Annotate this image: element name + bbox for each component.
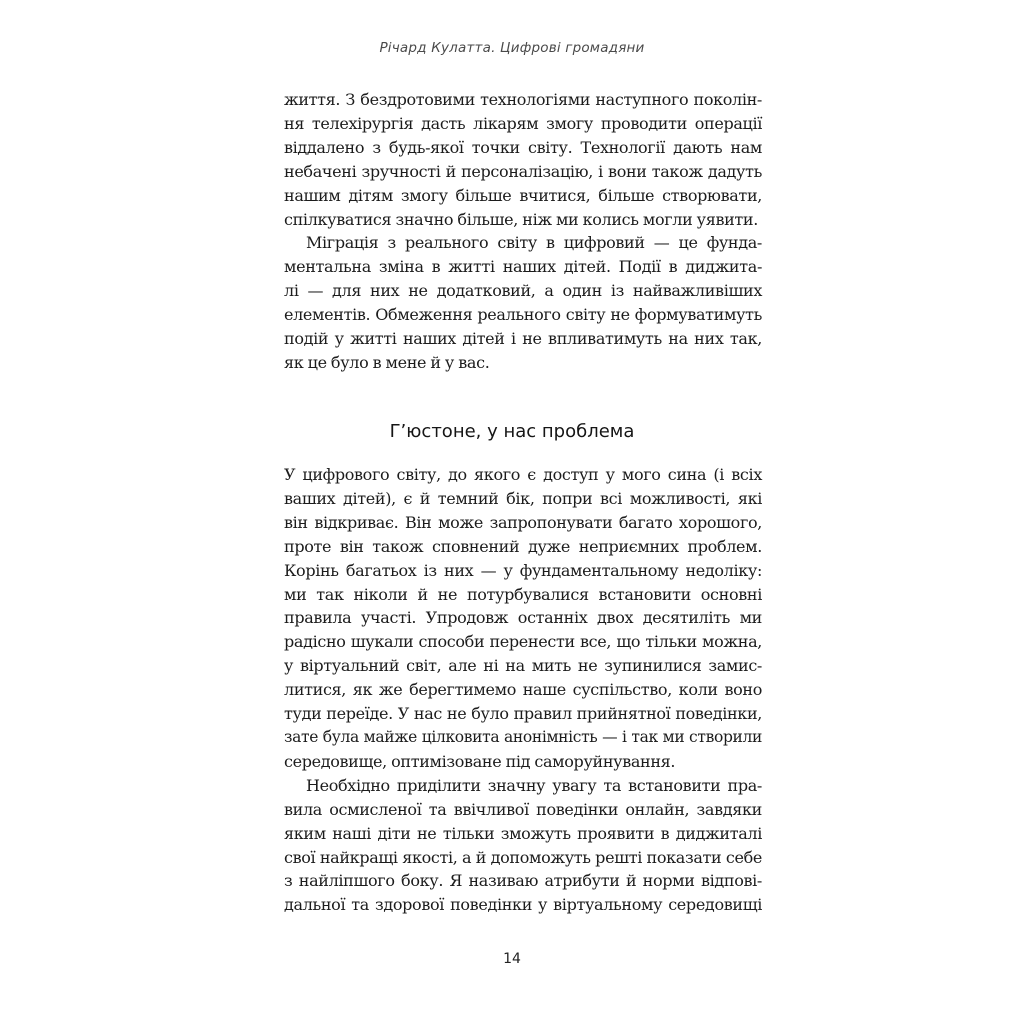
- text-line: литися, як же берегтимемо наше суспільство, коли воно: [284, 680, 762, 700]
- text-line: правила участі. Упродовж останніх двох десятиліть ми: [284, 608, 762, 628]
- text-line: дальної та здорової поведінки у віртуальному середовищі: [284, 895, 762, 915]
- text-line: радісно шукали способи перенести все, що тільки можна,: [284, 632, 762, 652]
- text-line: зате була майже цілковита анонімність — і так ми створили: [284, 727, 762, 746]
- text-line: свої найкращі якості, а й допоможуть решті показати себе: [284, 847, 762, 867]
- body-text-block-one: [284, 88, 762, 375]
- text-line: ментальна зміна в житті наших дітей. Події в диджита-: [284, 257, 762, 277]
- text-line: Міграція з реального світу в цифровий — це фунда-: [306, 233, 762, 253]
- text-line: елементів. Обмеження реального світу не формуватимуть: [284, 305, 762, 325]
- text-line: туди переїде. У нас не було правил прийнятної поведінки,: [284, 704, 762, 724]
- text-line: у віртуальний світ, але ні на мить не зупинилися замис-: [284, 656, 762, 676]
- text-line: нашим дітям змогу більше вчитися, більше створювати,: [284, 185, 762, 205]
- text-line: лі — для них не додатковий, а один із найважливіших: [284, 281, 762, 301]
- running-header: Річард Кулатта. Цифрові громадяни: [379, 40, 645, 56]
- text-line: життя. З бездротовими технологіями наступного поколін-: [284, 90, 762, 109]
- section-heading: Г’юстоне, у нас проблема: [389, 421, 635, 442]
- text-line: з найліпшого боку. Я називаю атрибути й норми відпові-: [284, 871, 762, 891]
- page-number: 14: [503, 951, 521, 967]
- text-line: Необхідно приділити значну увагу та встановити пра-: [306, 775, 762, 795]
- text-line: спілкуватися значно більше, ніж ми колись могли уявити.: [284, 209, 758, 229]
- text-line: вила осмисленої та ввічливої поведінки онлайн, завдяки: [284, 799, 762, 819]
- text-line: Корінь багатьох із них — у фундаментальному недоліку:: [284, 560, 762, 580]
- text-line: ваших дітей), є й темний бік, попри всі можливості, які: [284, 488, 762, 508]
- text-line: проте він також сповнений дуже неприємних проблем.: [284, 536, 762, 556]
- text-line: як це було в мене й у вас.: [284, 352, 490, 372]
- text-line: він відкриває. Він може запропонувати багато хорошого,: [284, 512, 762, 532]
- text-line: середовище, оптимізоване під саморуйнування.: [284, 751, 676, 771]
- body-text-block-two: [284, 463, 762, 917]
- text-line: ня телехірургія дасть лікарям змогу проводити операції: [284, 113, 762, 133]
- text-line: подій у житті наших дітей і не впливатимуть на них так,: [284, 329, 762, 349]
- text-line: У цифрового світу, до якого є доступ у мого сина (і всіх: [284, 465, 762, 484]
- text-line: яким наші діти не тільки зможуть проявити в диджиталі: [284, 823, 762, 843]
- text-line: небачені зручності й персоналізацію, і вони також дадуть: [284, 161, 762, 181]
- text-line: ми так ніколи й не потурбувалися встановити основні: [284, 584, 762, 604]
- text-line: віддалено з будь-якої точки світу. Технології дають нам: [284, 137, 762, 157]
